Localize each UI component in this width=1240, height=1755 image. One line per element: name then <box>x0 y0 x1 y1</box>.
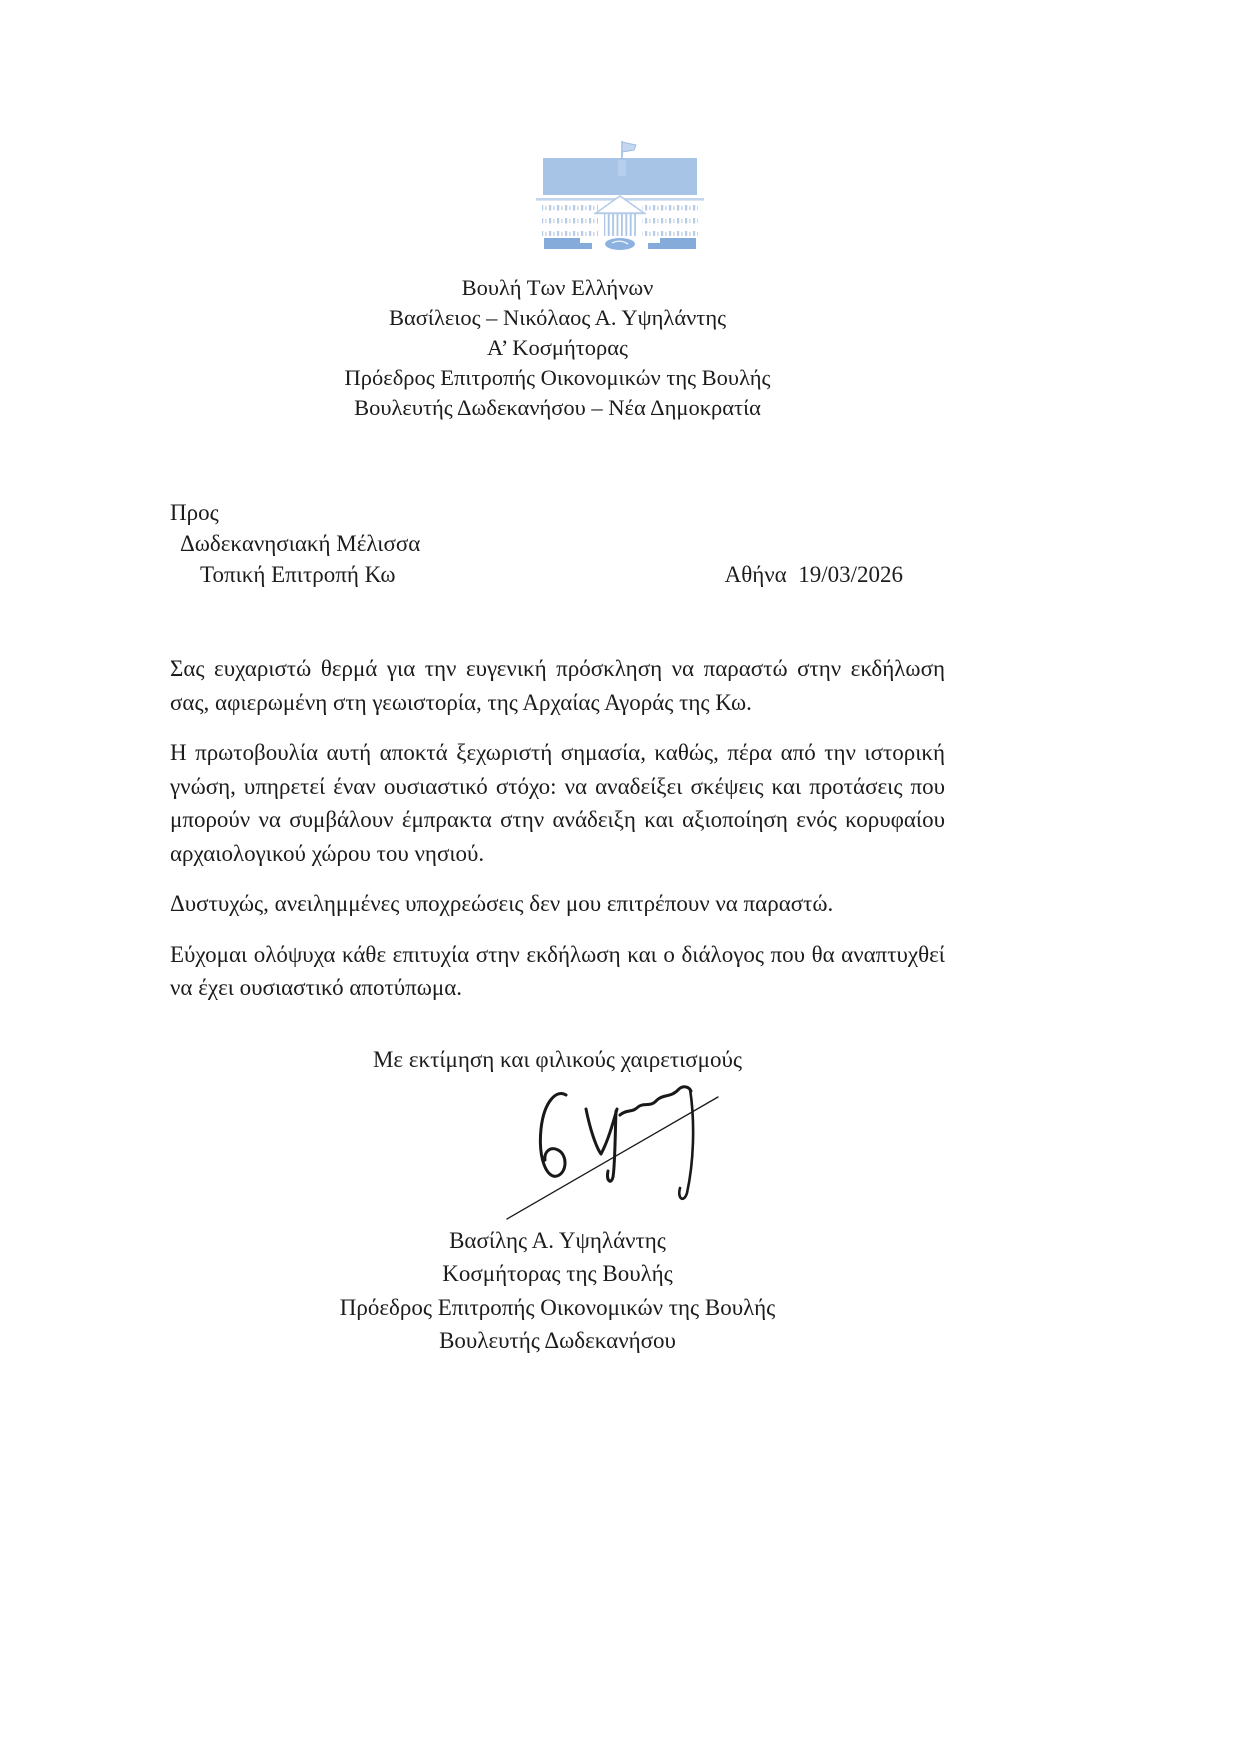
recipient-date-row <box>170 559 945 590</box>
letterhead <box>170 273 945 423</box>
handwritten-signature-icon <box>500 1081 726 1227</box>
signature-container <box>225 1081 1000 1232</box>
recipient-committee: Τοπική Επιτροπή Κω <box>200 562 396 587</box>
hellenic-parliament-logo-icon <box>532 138 708 262</box>
letterhead-name: Βασίλειος – Νικόλαος Α. Υψηλάντης <box>388 305 727 330</box>
recipient-block <box>170 497 945 590</box>
letterhead-title-2: Πρόεδρος Επιτροπής Οικονομικών της Βουλής <box>344 365 771 390</box>
letterhead-title-1: Α’ Κοσμήτορας <box>487 335 628 360</box>
paragraph-wishes: Εύχομαι ολόψυχα κάθε επιτυχία στην εκδήλωση και ο διάλογος που θα αναπτυχθεί να έχει ουσιαστικό αποτύπωμα. <box>170 941 945 1000</box>
paragraph-thanks: Σας ευχαριστώ θερμά για την ευγενική πρόσκληση να παραστώ στην εκδήλωση σας, αφιερωμένη στη γεωιστορία, της Αρχαίας Αγοράς της Κω. <box>170 656 945 715</box>
signer-title-3: Βουλευτής Δωδεκανήσου <box>439 1328 676 1353</box>
signer-name: Βασίλης Α. Υψηλάντης <box>449 1227 666 1253</box>
paragraph-regret: Δυστυχώς, ανειλημμένες υποχρεώσεις δεν μου επιτρέπουν να παραστώ. <box>170 891 834 916</box>
signer-title-2: Πρόεδρος Επιτροπής Οικονομικών της Βουλής <box>339 1294 776 1320</box>
recipient-organization: Δωδεκανησιακή Μέλισσα <box>180 531 421 556</box>
logo-container <box>0 0 1240 267</box>
recipient-label: Προς <box>170 500 219 525</box>
content-column <box>170 273 945 1358</box>
signer-title-1: Κοσμήτορας της Βουλής <box>442 1261 673 1286</box>
letterhead-institution: Βουλή Των Ελλήνων <box>461 275 654 300</box>
letterhead-title-3: Βουλευτής Δωδεκανήσου – Νέα Δημοκρατία <box>354 395 761 420</box>
paragraph-initiative: Η πρωτοβουλία αυτή αποκτά ξεχωριστή σημασία, καθώς, πέρα από την ιστορική γνώση, υπηρετεί έναν ουσιαστικό στόχο: να αναδείξει σκέψεις και προτάσεις που μπορούν να συμβάλουν έμπρακτα στην ανάδειξη και αξιοποίηση ενός κορυφαίου αρχαιολογικού χώρου του νησιού. <box>170 740 945 866</box>
dateline: Αθήνα 19/03/2026 <box>724 562 903 587</box>
letter-body <box>170 652 945 1005</box>
signer-block <box>170 1224 945 1358</box>
closing-salutation: Με εκτίμηση και φιλικούς χαιρετισμούς <box>372 1046 743 1072</box>
